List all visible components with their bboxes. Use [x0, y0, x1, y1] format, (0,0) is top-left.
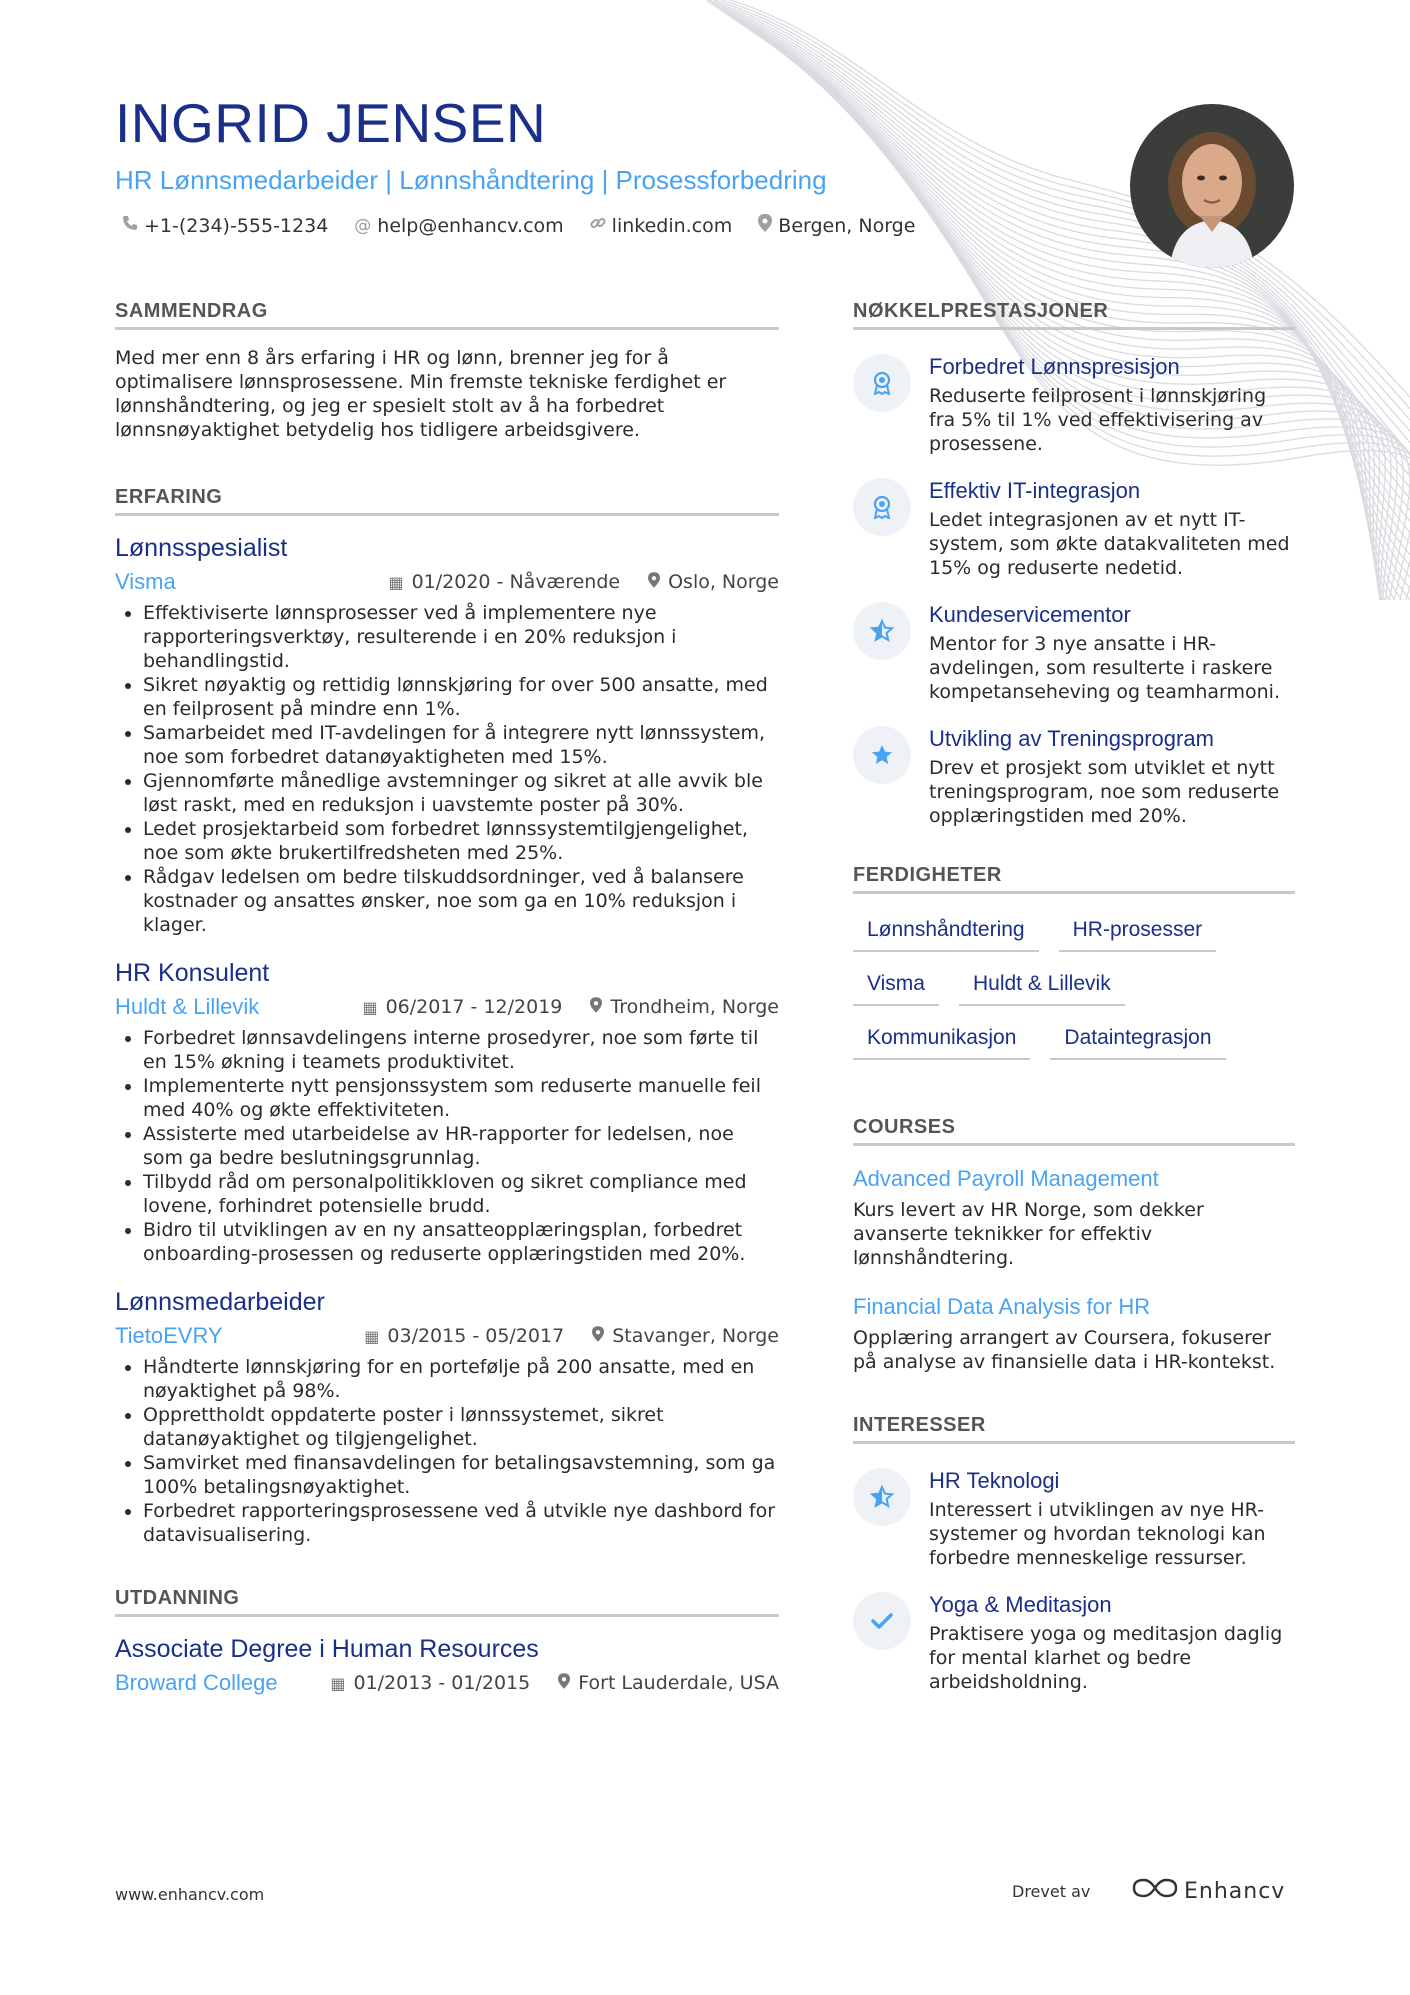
phone-text: +1-(234)-555-1234: [144, 214, 329, 237]
star-icon: [853, 726, 911, 784]
left-column: [115, 300, 779, 1720]
achievement-body: [929, 354, 1295, 456]
skill-tag: Kommunikasjon: [853, 1026, 1030, 1060]
course-desc: Kurs levert av HR Norge, som dekker avanserte teknikker for effektiv lønnshåndtering.: [853, 1199, 1204, 1269]
interest-title: HR Teknologi: [929, 1468, 1060, 1493]
bullet: • Samarbeidet med IT-avdelingen for å integrere nytt lønnssystem, noe som forbedret datanøyaktigheten med 15%.: [143, 721, 779, 769]
bullet: • Sikret nøyaktig og rettidig lønnskjøring for over 500 ansatte, med en feilprosent på mindre enn 1%.: [143, 673, 779, 721]
location-icon: [592, 1326, 604, 1346]
bullet: • Rådgav ledelsen om bedre tilskuddsordninger, ved å balansere kostnader og ansattes ønsker, noe som ga en 10% reduksjon i klager.: [143, 865, 779, 937]
bullet: • Samvirket med finansavdelingen for betalingsavstemning, som ga 100% betalingsnøyaktighet.: [143, 1451, 779, 1499]
dates-text: 01/2013 - 01/2015: [353, 1672, 531, 1694]
section-title-achievements: NØKKELPRESTASJONER: [853, 300, 1295, 330]
experience-section: [115, 486, 779, 1547]
skill-tag: Lønnshåndtering: [853, 918, 1039, 952]
job-location: [592, 1325, 779, 1347]
achievement-body: [929, 602, 1295, 704]
enhancv-logo[interactable]: [1132, 1876, 1285, 1906]
course-item: [853, 1166, 1295, 1270]
job-meta: [115, 992, 779, 1022]
bullet: • Opprettholdt oppdaterte poster i lønnssystemet, sikret datanøyaktighet og tilgjengelighet.: [143, 1403, 779, 1451]
email-text: help@enhancv.com: [377, 214, 564, 237]
section-title-summary: SAMMENDRAG: [115, 300, 779, 330]
location-icon: [590, 997, 602, 1017]
award-icon: [853, 478, 911, 536]
check-icon: [853, 1592, 911, 1650]
skills-section: [853, 864, 1295, 1060]
skill-tag: Visma: [853, 972, 939, 1006]
achievement-title: Forbedret Lønnspresisjon: [929, 354, 1180, 379]
job-dates: [362, 996, 562, 1018]
job-bullets: [115, 1355, 779, 1547]
contact-bar: [122, 214, 915, 237]
course-desc: Opplæring arrangert av Coursera, fokuserer på analyse av finansielle data i HR-kontekst.: [853, 1327, 1276, 1373]
dates-text: 03/2015 - 05/2017: [387, 1325, 565, 1347]
interest-item: [853, 1592, 1295, 1694]
interest-body: [929, 1468, 1295, 1570]
bullet: • Assisterte med utarbeidelse av HR-rapporter for ledelsen, noe som ga bedre beslutningsgrunnlag.: [143, 1122, 779, 1170]
section-title-experience: ERFARING: [115, 486, 779, 516]
linkedin-text: linkedin.com: [611, 214, 733, 237]
achievement-desc: Reduserte feilprosent i lønnskjøring fra 5% til 1% ved effektivisering av prosessene.: [929, 385, 1267, 455]
education-entry: [115, 1635, 779, 1698]
skill-tag: HR-prosesser: [1059, 918, 1217, 952]
contact-email[interactable]: [354, 214, 563, 237]
profile-photo: [1130, 104, 1294, 268]
summary-section: [115, 300, 779, 442]
footer-powered-by: Drevet av: [1012, 1882, 1091, 1901]
candidate-name: INGRID JENSEN: [115, 92, 547, 154]
job-dates: [388, 571, 620, 593]
location-text: Oslo, Norge: [668, 571, 779, 593]
bullet: • Ledet prosjektarbeid som forbedret lønnssystemtilgjengelighet, noe som økte brukertilfredsheten med 25%.: [143, 817, 779, 865]
location-text: Bergen, Norge: [778, 214, 916, 237]
company-name[interactable]: Visma: [115, 569, 176, 594]
calendar-icon: ▦: [364, 1326, 380, 1346]
interest-title: Yoga & Meditasjon: [929, 1592, 1112, 1617]
courses-section: [853, 1116, 1295, 1374]
section-title-education: UTDANNING: [115, 1587, 779, 1617]
company-name[interactable]: Huldt & Lillevik: [115, 994, 260, 1019]
bullet: • Tilbydd råd om personalpolitikkloven og sikret compliance med lovene, forhindret potensielle brudd.: [143, 1170, 779, 1218]
section-title-skills: FERDIGHETER: [853, 864, 1295, 894]
company-name[interactable]: TietoEVRY: [115, 1323, 223, 1348]
star-half-icon: [853, 602, 911, 660]
job-meta: [115, 1321, 779, 1351]
brand-name: Enhancv: [1184, 1878, 1286, 1904]
phone-icon: [122, 215, 138, 236]
school-name[interactable]: Broward College: [115, 1670, 278, 1695]
at-icon: @: [354, 215, 372, 236]
award-icon: [853, 354, 911, 412]
calendar-icon: ▦: [362, 997, 378, 1017]
achievements-section: [853, 300, 1295, 828]
job-title: HR Konsulent: [115, 959, 270, 987]
interest-desc: Interessert i utviklingen av nye HR-systemer og hvordan teknologi kan forbedre menneskelige ressurser.: [929, 1499, 1266, 1569]
skill-tag: Huldt & Lillevik: [959, 972, 1125, 1006]
job-entry: [115, 534, 779, 937]
calendar-icon: ▦: [388, 572, 404, 592]
dates-text: 06/2017 - 12/2019: [385, 996, 563, 1018]
interest-item: [853, 1468, 1295, 1570]
headline: HR Lønnsmedarbeider | Lønnshåndtering | Prosessforbedring: [115, 165, 827, 195]
footer-url[interactable]: www.enhancv.com: [115, 1885, 265, 1904]
achievement-desc: Drev et prosjekt som utviklet et nytt treningsprogram, noe som reduserte opplæringstiden med 20%.: [929, 757, 1280, 827]
contact-location: [758, 214, 915, 237]
link-icon: [590, 215, 606, 236]
location-icon: [648, 572, 660, 592]
job-entry: [115, 1288, 779, 1547]
course-item: [853, 1294, 1295, 1374]
achievement-title: Utvikling av Treningsprogram: [929, 726, 1214, 751]
skill-tag: Dataintegrasjon: [1050, 1026, 1225, 1060]
achievement-desc: Mentor for 3 nye ansatte i HR-avdelingen, som resulterte i raskere kompetanseheving og teamharmoni.: [929, 633, 1280, 703]
course-title[interactable]: Financial Data Analysis for HR: [853, 1294, 1151, 1319]
education-meta: [115, 1668, 779, 1698]
star-half-icon: [853, 1468, 911, 1526]
bullet: • Håndterte lønnskjøring for en portefølje på 200 ansatte, med en nøyaktighet på 98%.: [143, 1355, 779, 1403]
job-bullets: [115, 1026, 779, 1266]
job-location: [648, 571, 779, 593]
achievement-title: Kundeservicementor: [929, 602, 1131, 627]
calendar-icon: ▦: [330, 1673, 346, 1693]
achievement-item: [853, 354, 1295, 456]
bullet: • Gjennomførte månedlige avstemninger og sikret at alle avvik ble løst raskt, med en reduksjon i uavstemte poster på 30%.: [143, 769, 779, 817]
location-icon: [758, 214, 772, 237]
contact-linkedin[interactable]: [590, 214, 733, 237]
location-text: Stavanger, Norge: [612, 1325, 779, 1347]
right-column: [853, 300, 1295, 1716]
section-title-interests: INTERESSER: [853, 1414, 1295, 1444]
bullet: • Implementerte nytt pensjonssystem som reduserte manuelle feil med 40% og økte effektiviteten.: [143, 1074, 779, 1122]
job-dates: [364, 1325, 564, 1347]
bullet: • Forbedret rapporteringsprosessene ved å utvikle nye dashbord for datavisualisering.: [143, 1499, 779, 1547]
course-title[interactable]: Advanced Payroll Management: [853, 1166, 1159, 1191]
job-title: Lønnsspesialist: [115, 534, 288, 562]
location-text: Fort Lauderdale, USA: [578, 1672, 779, 1694]
job-meta: [115, 567, 779, 597]
summary-text: Med mer enn 8 års erfaring i HR og lønn, brenner jeg for å optimalisere lønnsprosessene. Min fremste tekniske ferdighet er lønnshåndtering, og jeg er spesielt stolt av å ha forbedret lønnsnøyaktighet betydelig hos tidligere arbeidsgivere.: [115, 347, 727, 441]
job-title: Lønnsmedarbeider: [115, 1288, 325, 1316]
bullet: • Effektiviserte lønnsprosesser ved å implementere nye rapporteringsverktøy, resulterende i en 20% reduksjon i behandlingstid.: [143, 601, 779, 673]
achievement-item: [853, 478, 1295, 580]
bullet: • Bidro til utviklingen av en ny ansatteopplæringsplan, forbedret onboarding-prosessen og reduserte opplæringstiden med 20%.: [143, 1218, 779, 1266]
interest-desc: Praktisere yoga og meditasjon daglig for mental klarhet og bedre arbeidsholdning.: [929, 1623, 1283, 1693]
job-entry: [115, 959, 779, 1266]
achievement-title: Effektiv IT-integrasjon: [929, 478, 1141, 503]
contact-phone[interactable]: [122, 214, 328, 237]
infinity-icon: [1132, 1876, 1178, 1906]
interest-body: [929, 1592, 1295, 1694]
education-dates: [330, 1672, 530, 1694]
location-text: Trondheim, Norge: [610, 996, 779, 1018]
degree-title: Associate Degree i Human Resources: [115, 1635, 539, 1663]
section-title-courses: COURSES: [853, 1116, 1295, 1146]
education-location: [558, 1672, 779, 1694]
achievement-desc: Ledet integrasjonen av et nytt IT-system, som økte datakvaliteten med 15% og reduserte nedetid.: [929, 509, 1290, 579]
job-bullets: [115, 601, 779, 937]
location-icon: [558, 1673, 570, 1693]
job-location: [590, 996, 779, 1018]
dates-text: 01/2020 - Nåværende: [411, 571, 621, 593]
interests-section: [853, 1414, 1295, 1694]
achievement-body: [929, 726, 1295, 828]
education-section: [115, 1587, 779, 1698]
achievement-item: [853, 602, 1295, 704]
bullet: • Forbedret lønnsavdelingens interne prosedyrer, noe som førte til en 15% økning i teamets produktivitet.: [143, 1026, 779, 1074]
achievement-item: [853, 726, 1295, 828]
skills-list: [853, 918, 1295, 1060]
achievement-body: [929, 478, 1295, 580]
